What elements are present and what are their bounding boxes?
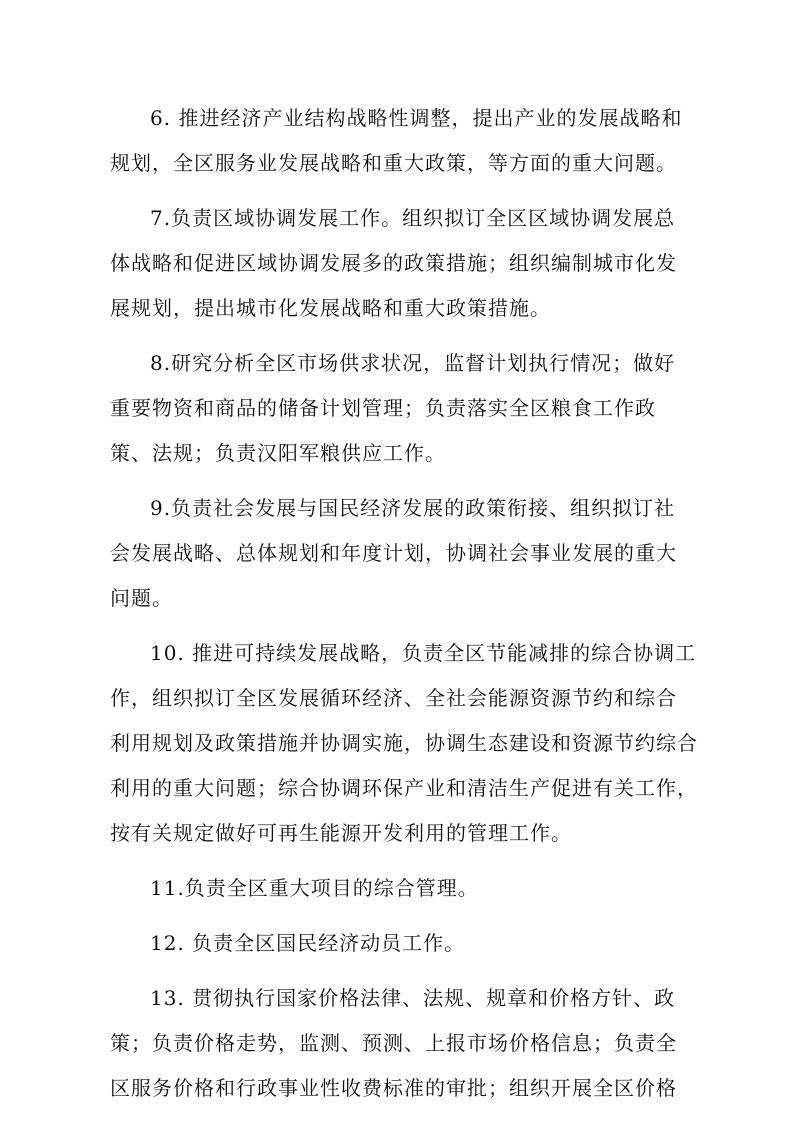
paragraph-item-6 — [110, 96, 690, 186]
paragraph-line: 重要物资和商品的储备计划管理；负责落实全区粮食工作政 — [110, 396, 656, 420]
paragraph-item-10 — [110, 631, 698, 856]
paragraph-line: 6. 推进经济产业结构战略性调整，提出产业的发展战略和 — [150, 106, 683, 130]
paragraph-item-7 — [110, 196, 690, 331]
paragraph-line: 7.负责区域协调发展工作。组织拟订全区区域协调发展总 — [150, 206, 676, 230]
paragraph-line: 利用的重大问题；综合协调环保产业和清洁生产促进有关工作， — [110, 776, 698, 800]
paragraph-line: 13. 贯彻执行国家价格法律、法规、规章和价格方针、政 — [150, 986, 676, 1010]
paragraph-line: 区服务价格和行政事业性收费标准的审批；组织开展全区价格 — [110, 1076, 677, 1100]
paragraph-line: 会发展战略、总体规划和年度计划，协调社会事业发展的重大 — [110, 541, 677, 565]
paragraph-line: 问题。 — [110, 586, 173, 610]
paragraph-line: 规划，全区服务业发展战略和重大政策，等方面的重大问题。 — [110, 151, 677, 175]
paragraph-line: 12. 负责全区国民经济动员工作。 — [150, 931, 466, 955]
paragraph-line: 策；负责价格走势，监测、预测、上报市场价格信息；负责全 — [110, 1031, 677, 1055]
paragraph-line: 9.负责社会发展与国民经济发展的政策衔接、组织拟订社 — [150, 496, 676, 520]
paragraph-line: 作，组织拟订全区发展循环经济、全社会能源资源节约和综合 — [110, 686, 677, 710]
paragraph-line: 体战略和促进区域协调发展多的政策措施；组织编制城市化发 — [110, 251, 677, 275]
paragraph-line: 8.研究分析全区市场供求状况，监督计划执行情况；做好 — [150, 351, 676, 375]
document-body — [110, 96, 698, 1121]
paragraph-line: 策、法规；负责汉阳军粮供应工作。 — [110, 441, 446, 465]
paragraph-item-12 — [110, 921, 690, 966]
paragraph-item-8 — [110, 341, 690, 476]
paragraph-item-13 — [110, 976, 690, 1111]
paragraph-item-11 — [110, 866, 690, 911]
paragraph-line: 11.负责全区重大项目的综合管理。 — [150, 876, 479, 900]
paragraph-line: 利用规划及政策措施并协调实施，协调生态建设和资源节约综合 — [110, 731, 698, 755]
paragraph-item-9 — [110, 486, 690, 621]
paragraph-line: 展规划，提出城市化发展战略和重大政策措施。 — [110, 296, 551, 320]
paragraph-line: 按有关规定做好可再生能源开发利用的管理工作。 — [110, 821, 572, 845]
paragraph-line: 10. 推进可持续发展战略，负责全区节能减排的综合协调工 — [150, 641, 697, 665]
